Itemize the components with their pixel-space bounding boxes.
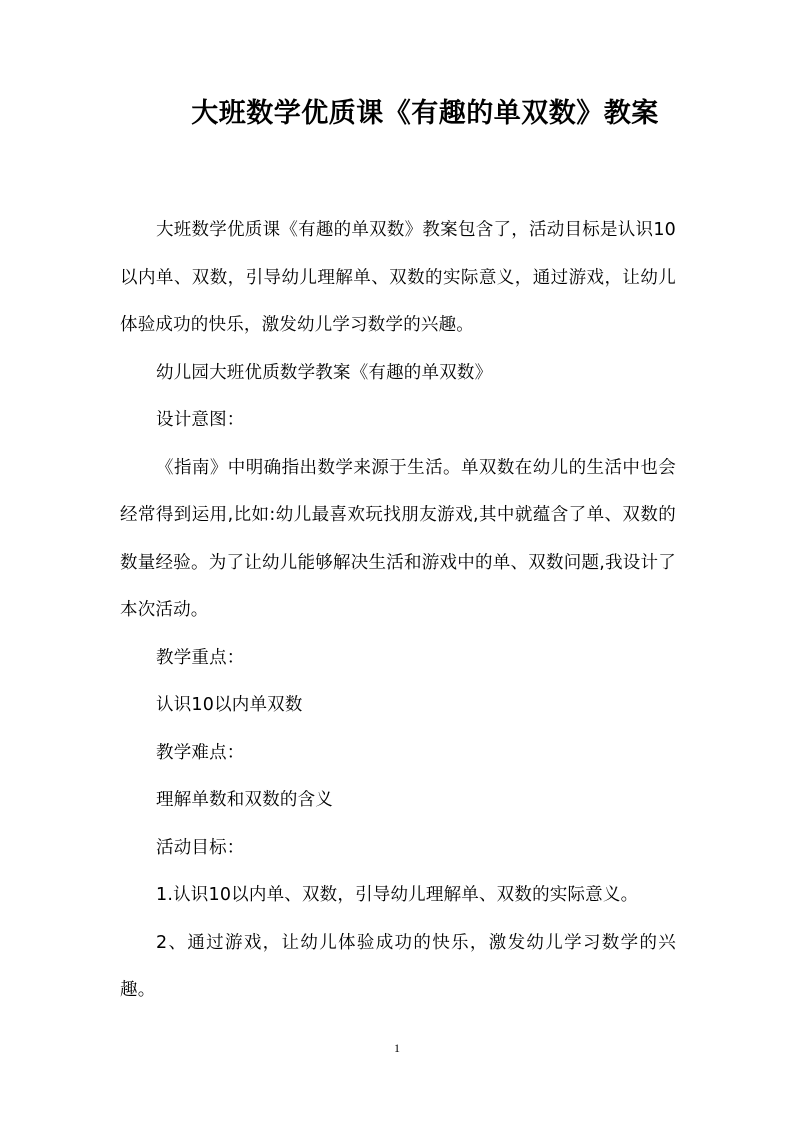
teaching-difficulty-heading: 教学难点： — [156, 742, 245, 763]
design-intent-paragraph: 《指南》中明确指出数学来源于生活。单双数在幼儿的生活中也会经常得到运用,比如:幼儿最喜欢玩找朋友游戏,其中就蕴含了单、双数的数量经验。为了让幼儿能够解决生活和游戏中的单、双数问题,我设计了本次活动。 — [120, 457, 676, 620]
teaching-focus-text: 认识10以内单双数 — [156, 695, 303, 715]
document-title: 大班数学优质课《有趣的单双数》教案 — [191, 98, 659, 129]
activity-goals-heading: 活动目标： — [156, 837, 245, 858]
teaching-difficulty-text: 理解单数和双数的含义 — [156, 790, 333, 810]
intro-paragraph: 大班数学优质课《有趣的单双数》教案包含了，活动目标是认识10以内单、双数，引导幼儿理解单、双数的实际意义，通过游戏，让幼儿体验成功的快乐，激发幼儿学习数学的兴趣。 — [120, 220, 676, 335]
activity-goal-1: 1.认识10以内单、双数，引导幼儿理解单、双数的实际意义。 — [156, 885, 639, 905]
document-body — [120, 207, 676, 1015]
activity-goal-2: 2、通过游戏，让幼儿体验成功的快乐，激发幼儿学习数学的兴趣。 — [120, 932, 676, 1000]
subtitle-paragraph: 幼儿园大班优质数学教案《有趣的单双数》 — [156, 362, 493, 383]
teaching-focus-heading: 教学重点： — [156, 647, 245, 668]
design-intent-heading: 设计意图： — [156, 410, 245, 430]
page-number: 1 — [394, 1041, 400, 1055]
